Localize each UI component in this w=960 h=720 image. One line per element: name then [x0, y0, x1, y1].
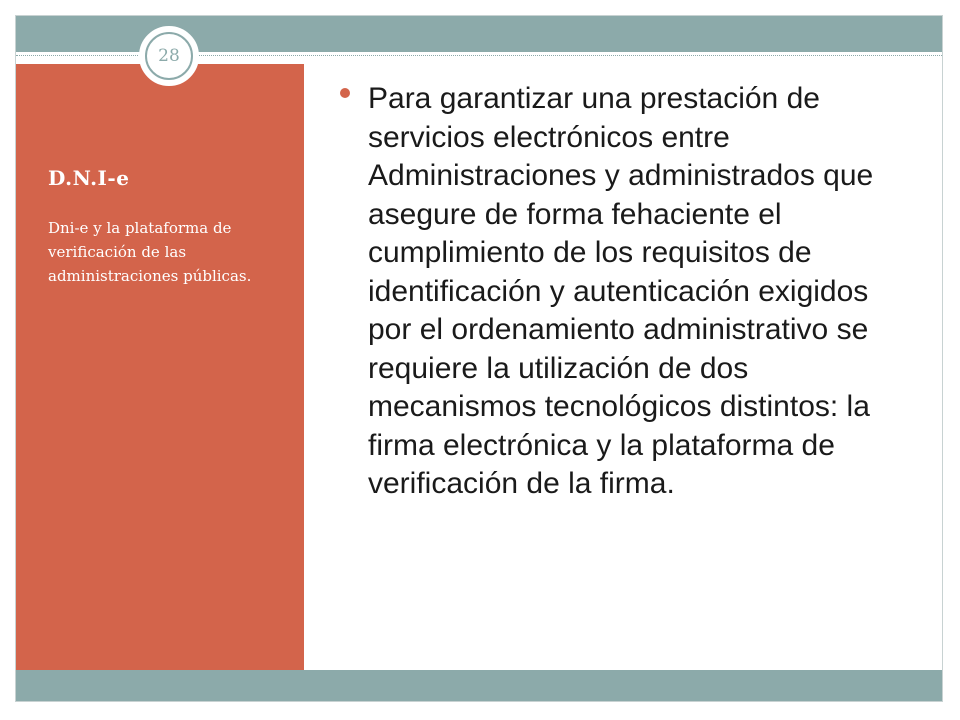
page-number: 28 [145, 32, 193, 80]
bullet-dot-icon [340, 88, 350, 98]
bullet-text: Para garantizar una prestación de servicios electrónicos entre Administraciones y administrados que asegure de forma fehaciente el cumplimiento de los requisitos de identificación y autenticación exigidos por el ordenamiento administrativo se requiere la utilización de dos mecanismos tecnológicos distintos: la firma electrónica y la plataforma de verificación de la firma. [368, 82, 874, 500]
title-sidebar [16, 64, 304, 670]
slide-subtitle: Dni-e y la plataforma de verificación de las administraciones públicas. [48, 219, 252, 285]
slide-body [340, 80, 915, 504]
bottom-accent-band [16, 670, 942, 701]
slide-title: D.N.I-e [48, 166, 130, 190]
bullet-item [340, 80, 915, 504]
page-number-badge [139, 26, 199, 86]
